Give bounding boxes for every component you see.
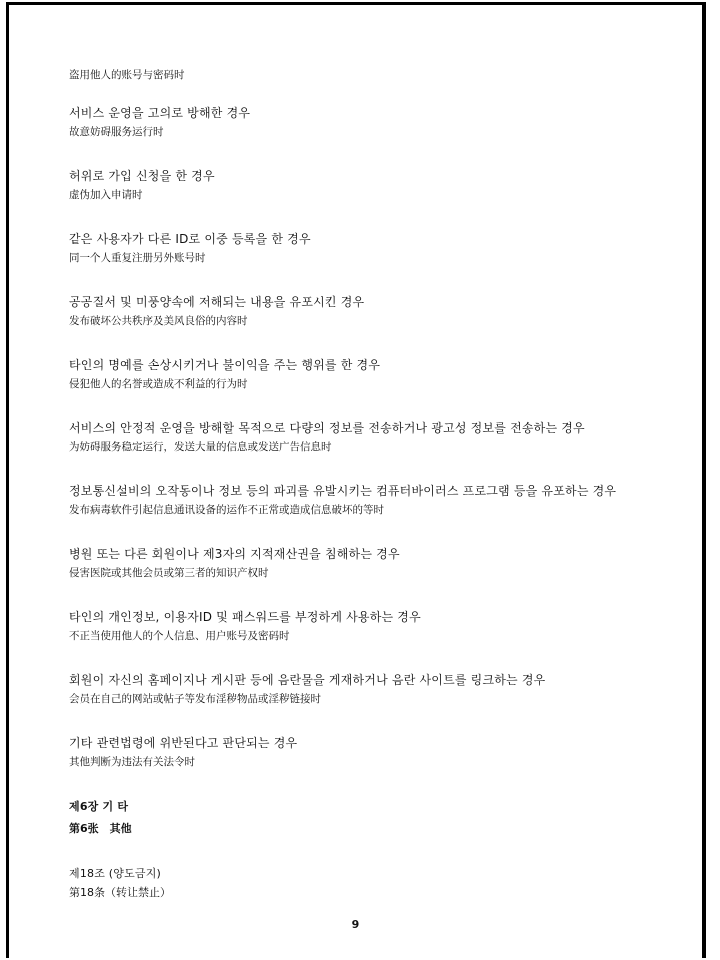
clause-entry: [69, 735, 689, 770]
clause-entry: [69, 168, 689, 203]
clause-entry: [69, 546, 689, 581]
chapter-title-korean: 제6장 기 타: [69, 800, 129, 813]
clause-chinese: 侵犯他人的名誉或造成不利益的行为时: [69, 378, 248, 390]
clause-entry: [69, 420, 689, 455]
continued-line: 盗用他人的账号与密码时: [69, 69, 185, 81]
clause-korean: 허위로 가입 신청을 한 경우: [69, 169, 215, 183]
document-page: [6, 2, 706, 958]
clause-chinese: 不正当使用他人的个人信息、用户账号及密码时: [69, 630, 290, 642]
clause-chinese: 为妨碍服务稳定运行，发送大量的信息或发送广告信息时: [69, 441, 332, 453]
clause-chinese: 发布病毒软件引起信息通讯设备的运作不正常或造成信息破坏的等时: [69, 504, 384, 516]
clause-korean: 기타 관련법령에 위반된다고 판단되는 경우: [69, 736, 298, 750]
clause-korean: 타인의 개인정보, 이용자ID 및 패스워드를 부정하게 사용하는 경우: [69, 610, 421, 624]
clause-entry: [69, 609, 689, 644]
clause-korean: 서비스 운영을 고의로 방해한 경우: [69, 106, 251, 120]
clause-korean: 회원이 자신의 홈페이지나 게시판 등에 음란물을 게재하거나 음란 사이트를 링크하는 경우: [69, 673, 546, 687]
clause-chinese: 其他判断为违法有关法令时: [69, 756, 195, 768]
chapter-heading: [69, 798, 689, 837]
clause-entry: [69, 231, 689, 266]
clause-chinese: 虚伪加入申请时: [69, 189, 143, 201]
page-number: 9: [351, 918, 360, 931]
clause-chinese: 故意妨碍服务运行时: [69, 126, 164, 138]
clause-korean: 병원 또는 다른 회원이나 제3자의 지적재산권을 침해하는 경우: [69, 547, 400, 561]
clause-korean: 같은 사용자가 다른 ID로 이중 등록을 한 경우: [69, 232, 311, 246]
page-content: [69, 67, 689, 901]
chapter-title-chinese: 第6张 其他: [69, 822, 132, 835]
clause-chinese: 同一个人重复注册另外账号时: [69, 252, 206, 264]
clause-korean: 공공질서 및 미풍양속에 저해되는 내용을 유포시킨 경우: [69, 295, 365, 309]
clause-korean: 서비스의 안정적 운영을 방해할 목적으로 다량의 정보를 전송하거나 광고성 정보를 전송하는 경우: [69, 421, 585, 435]
clause-entry: [69, 483, 689, 518]
clause-chinese: 会员在自己的网站或帖子等发布淫秽物品或淫秽链接时: [69, 693, 321, 705]
article-title-chinese: 第18条（转让禁止）: [69, 886, 171, 899]
article-heading: [69, 865, 689, 901]
clause-entry: [69, 357, 689, 392]
clause-entry: [69, 294, 689, 329]
clause-chinese: 侵害医院或其他会员或第三者的知识产权时: [69, 567, 269, 579]
article-title-korean: 제18조 (양도금지): [69, 867, 162, 880]
clause-chinese: 发布破坏公共秩序及美风良俗的内容时: [69, 315, 248, 327]
clause-korean: 타인의 명예를 손상시키거나 불이익을 주는 행위를 한 경우: [69, 358, 381, 372]
clause-entry: [69, 672, 689, 707]
clause-korean: 정보통신설비의 오작동이나 정보 등의 파괴를 유발시키는 컴퓨터바이러스 프로그램 등을 유포하는 경우: [69, 484, 617, 498]
clause-entry: [69, 105, 689, 140]
